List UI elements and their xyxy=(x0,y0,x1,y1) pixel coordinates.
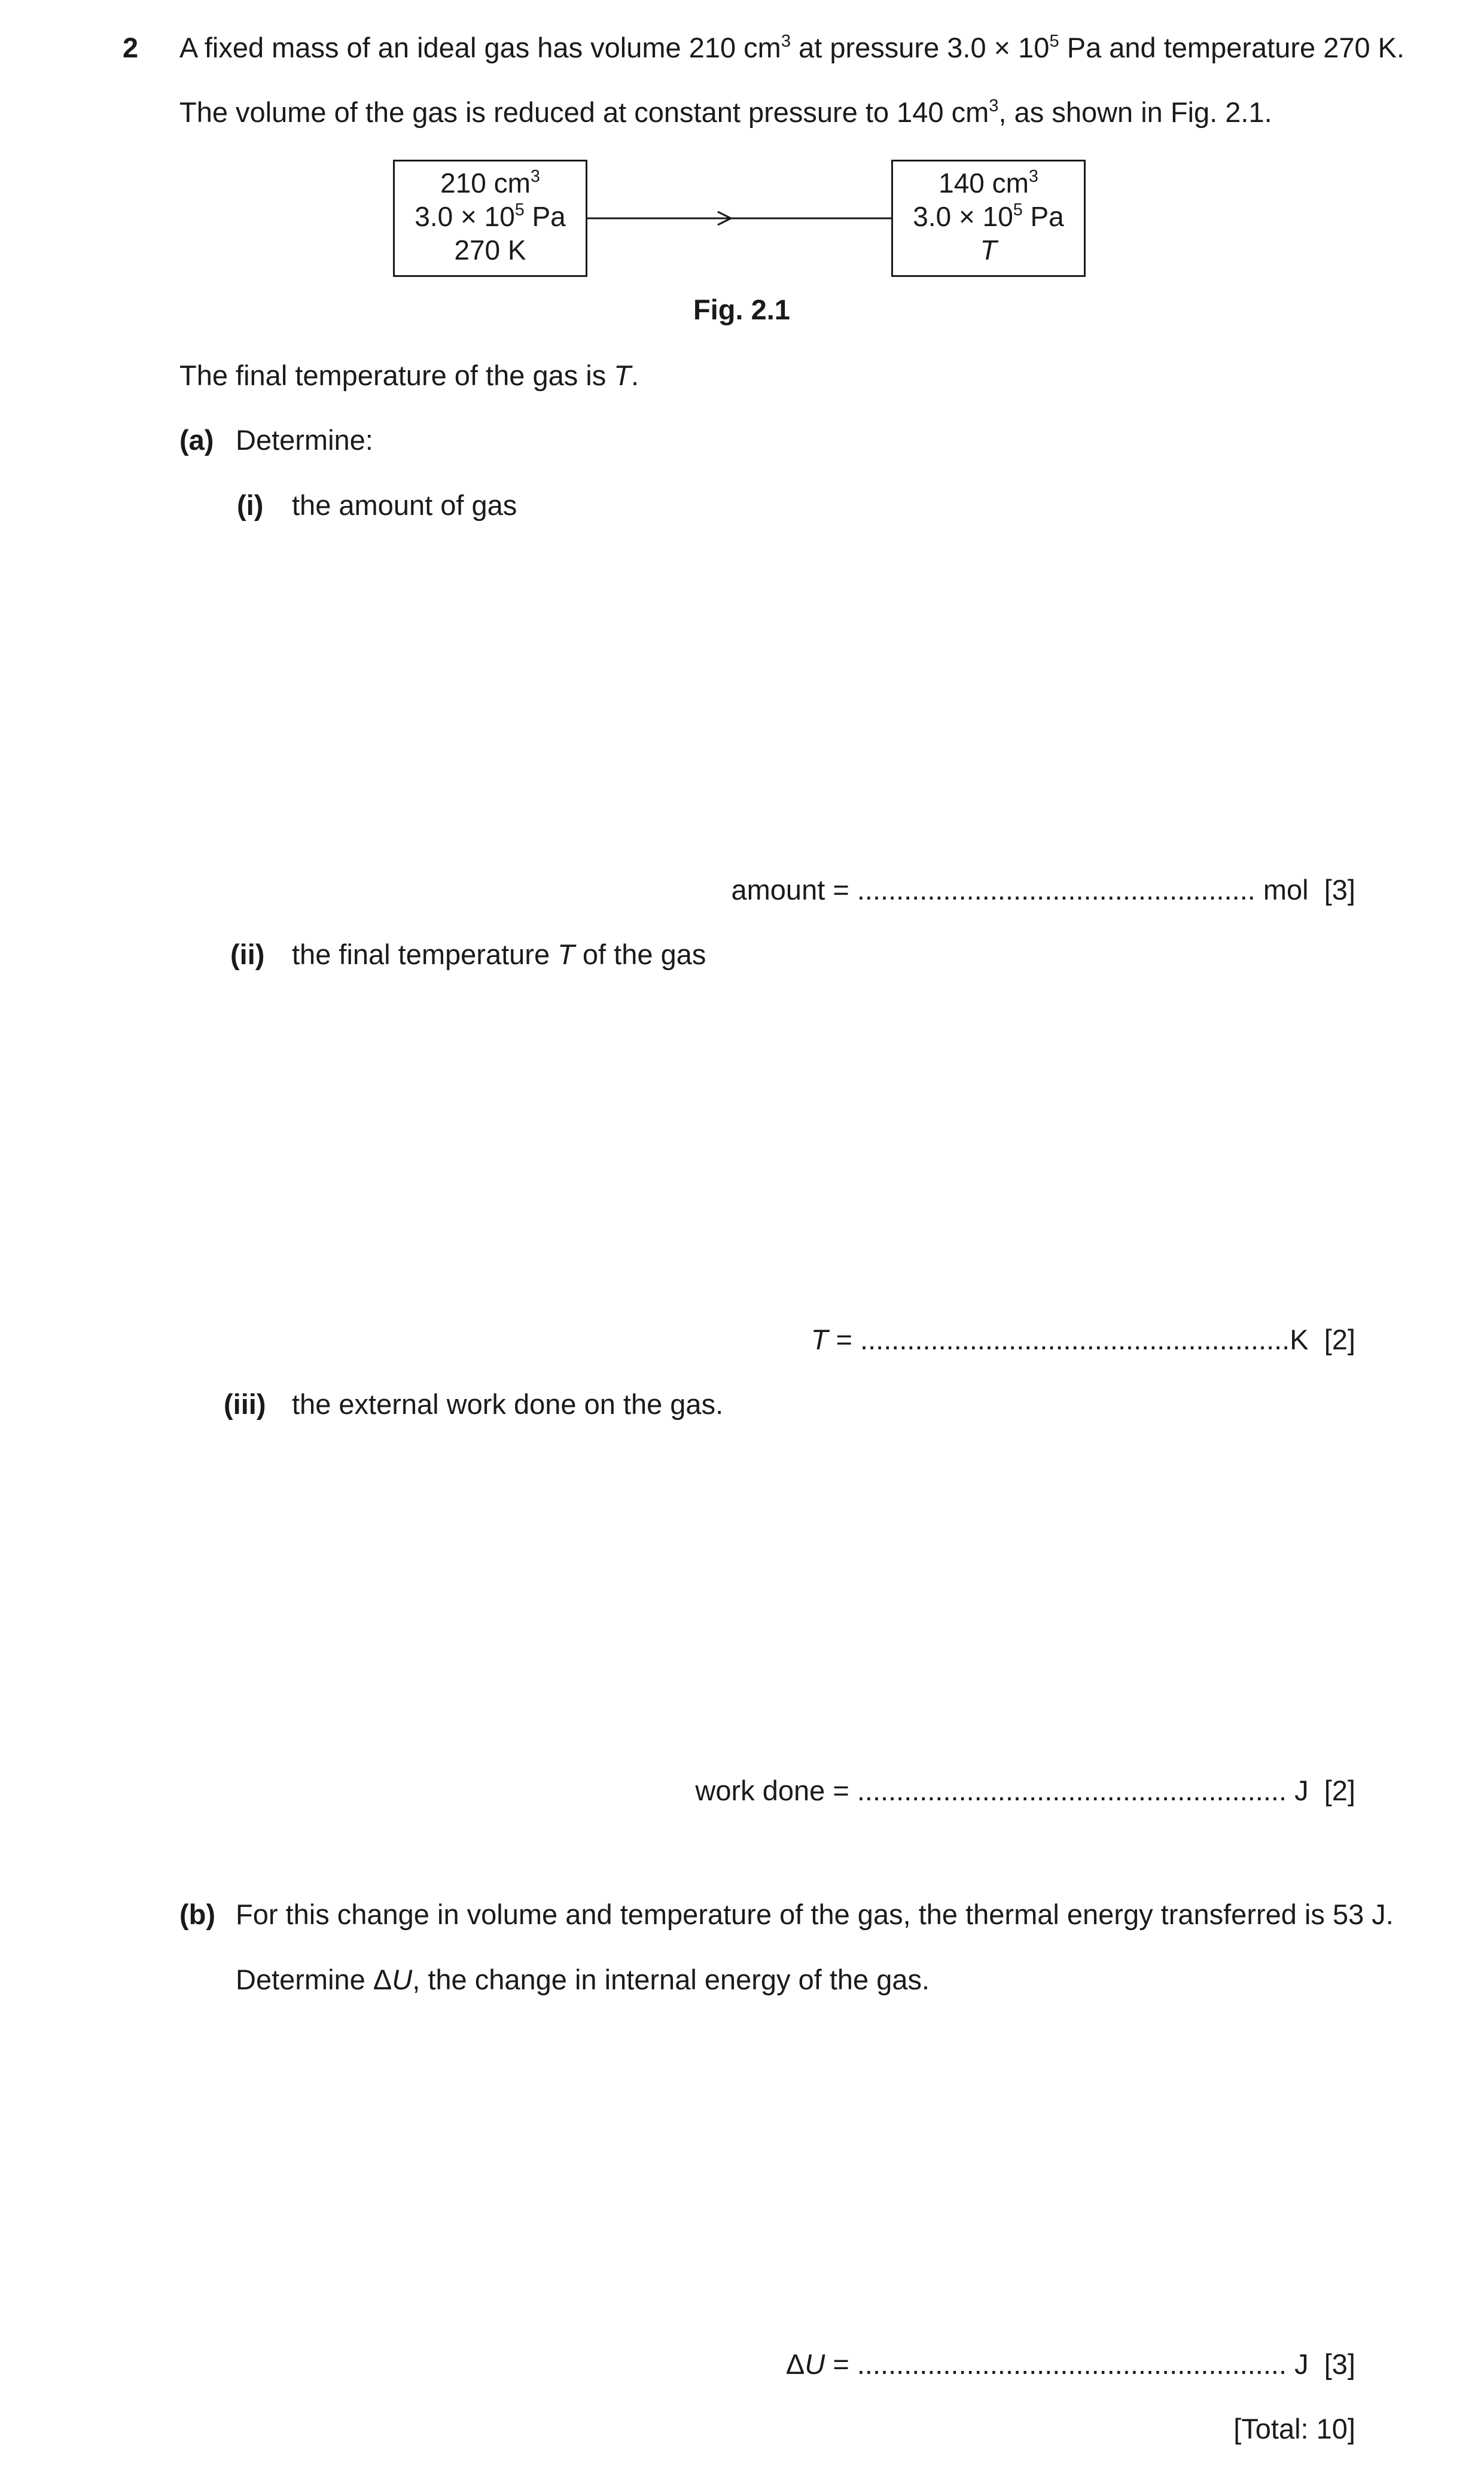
intro-line-1-mid: at pressure 3.0 × 10 xyxy=(791,32,1050,63)
answer-du-eq: = xyxy=(825,2348,857,2380)
part-a-text: Determine: xyxy=(236,424,373,456)
answer-du-unit: J xyxy=(1287,2348,1309,2380)
part-a-ii-label: (ii) xyxy=(230,938,265,970)
figure-caption: Fig. 2.1 xyxy=(693,294,790,325)
answer-amount-marks: [3] xyxy=(1324,874,1355,906)
intro-line-1-sup2: 5 xyxy=(1049,31,1059,51)
final-volume-sup: 3 xyxy=(1029,167,1038,187)
part-b-determine-sym: Δ xyxy=(373,1964,392,1995)
final-temperature: T xyxy=(980,234,997,266)
part-b-determine xyxy=(236,1963,930,1997)
final-temperature-statement-var: T xyxy=(614,359,631,391)
part-a-i-label: (i) xyxy=(237,489,264,521)
part-a-ii-text-pre: the final temperature xyxy=(292,938,558,970)
final-temperature-statement-post: . xyxy=(631,359,639,391)
final-volume: 140 cm xyxy=(938,167,1029,199)
answer-work-dots[interactable]: ....................................................... xyxy=(857,1775,1287,1806)
part-b-label: (b) xyxy=(179,1898,216,1930)
figure-final-state-box xyxy=(891,160,1086,277)
final-pressure-unit: Pa xyxy=(1022,201,1064,232)
intro-line-2-pre: The volume of the gas is reduced at constant pressure to 140 cm xyxy=(179,96,989,128)
figure-initial-state-box xyxy=(393,160,587,277)
intro-line-2 xyxy=(179,96,1272,129)
total-marks: [Total: 10] xyxy=(1233,2413,1355,2445)
answer-line-temperature xyxy=(811,1323,1355,1357)
answer-amount-dots[interactable]: ................................................... xyxy=(857,874,1256,906)
figure-arrow xyxy=(587,209,891,227)
intro-line-1-sup: 3 xyxy=(781,31,791,51)
answer-work-label: work done = xyxy=(695,1775,857,1806)
initial-pressure-sup: 5 xyxy=(514,200,525,220)
part-b-determine-post: , the change in internal energy of the gas. xyxy=(412,1964,930,1995)
part-a-ii-text-post: of the gas xyxy=(574,938,706,970)
answer-line-internal-energy xyxy=(786,2348,1355,2381)
answer-line-amount xyxy=(732,873,1356,907)
part-a-label: (a) xyxy=(179,424,214,456)
intro-line-2-sup: 3 xyxy=(989,96,999,115)
initial-temperature: 270 K xyxy=(454,234,526,266)
answer-temperature-dots[interactable]: ....................................................... xyxy=(860,1324,1290,1355)
answer-du-sym: Δ xyxy=(785,2348,805,2380)
initial-pressure: 3.0 × 10 xyxy=(415,201,515,232)
initial-volume-sup: 3 xyxy=(531,167,540,187)
answer-temperature-marks: [2] xyxy=(1324,1324,1355,1355)
answer-work-marks: [2] xyxy=(1324,1775,1355,1806)
intro-line-2-post: , as shown in Fig. 2.1. xyxy=(998,96,1272,128)
final-pressure-sup: 5 xyxy=(1013,200,1023,220)
answer-du-dots[interactable]: ....................................................... xyxy=(857,2348,1287,2380)
final-temperature-statement-pre: The final temperature of the gas is xyxy=(179,359,614,391)
answer-temperature-eq: = xyxy=(828,1324,861,1355)
answer-amount-unit: mol xyxy=(1255,874,1309,906)
answer-du-var: U xyxy=(805,2348,825,2380)
intro-line-1-pre: A fixed mass of an ideal gas has volume 210 cm xyxy=(179,32,781,63)
part-a-ii-text xyxy=(292,938,706,971)
answer-temperature-unit: K xyxy=(1290,1324,1309,1355)
question-number: 2 xyxy=(123,32,139,63)
part-a-iii-text: the external work done on the gas. xyxy=(292,1388,724,1420)
intro-line-1 xyxy=(179,31,1404,65)
answer-amount-label: amount = xyxy=(731,874,857,906)
answer-work-unit: J xyxy=(1287,1775,1309,1806)
initial-volume: 210 cm xyxy=(440,167,531,199)
intro-line-1-post: Pa and temperature 270 K. xyxy=(1059,32,1405,63)
final-pressure: 3.0 × 10 xyxy=(913,201,1013,232)
answer-temperature-var: T xyxy=(810,1324,828,1355)
part-a-iii-label: (iii) xyxy=(224,1388,266,1420)
part-b-text: For this change in volume and temperature of the gas, the thermal energy transferred is 53 J. xyxy=(236,1898,1394,1930)
initial-pressure-unit: Pa xyxy=(524,201,566,232)
part-b-determine-pre: Determine xyxy=(236,1964,373,1995)
answer-line-work xyxy=(695,1774,1355,1808)
answer-du-marks: [3] xyxy=(1324,2348,1355,2380)
part-b-determine-var: U xyxy=(392,1964,413,1995)
part-a-ii-text-var: T xyxy=(557,938,575,970)
final-temperature-statement xyxy=(179,359,639,392)
part-a-i-text: the amount of gas xyxy=(292,489,517,521)
